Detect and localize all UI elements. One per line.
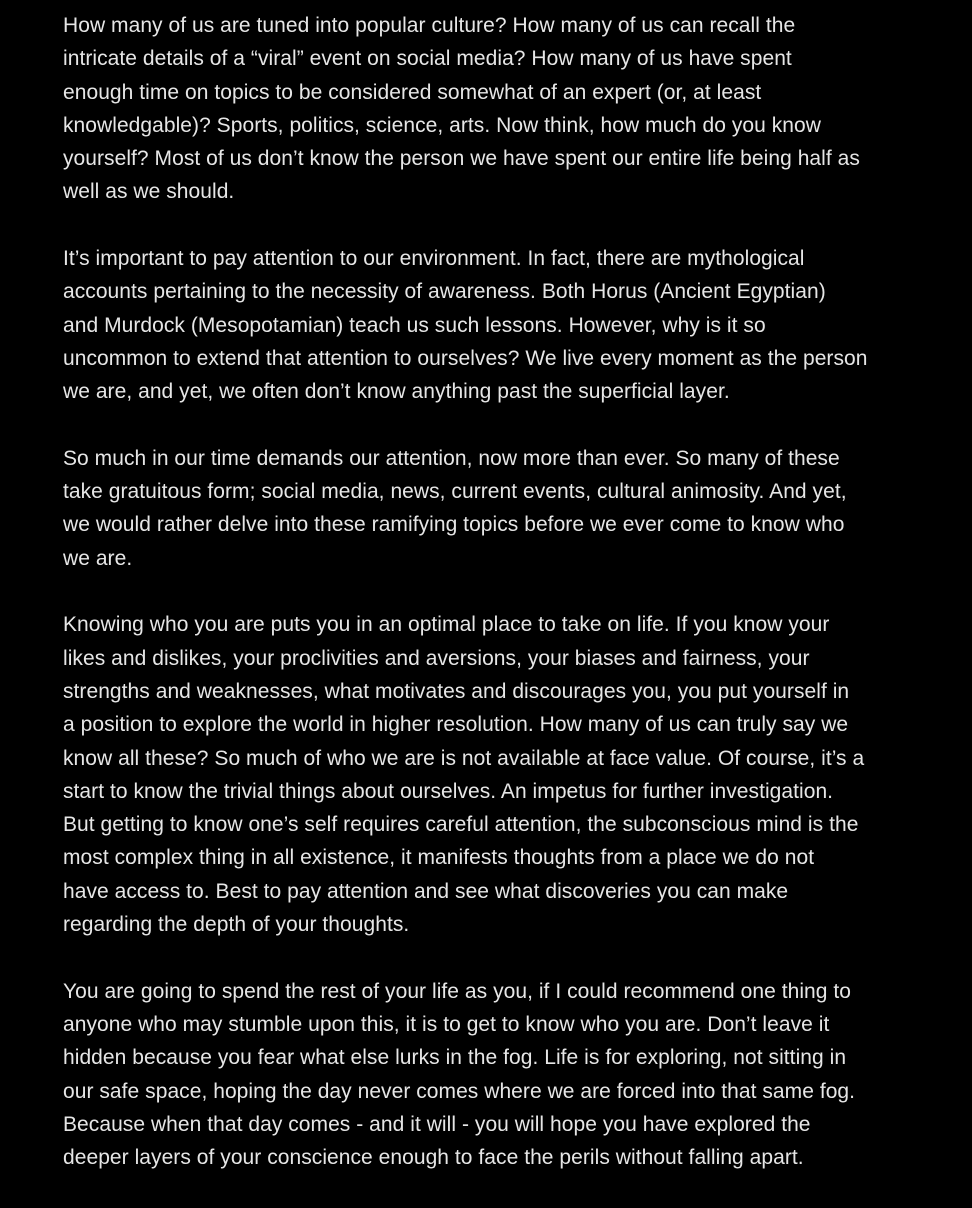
text-line: we are, and yet, we often don’t know anything past the superficial layer. [63, 380, 730, 404]
text-line: It’s important to pay attention to our environment. In fact, there are mythological [63, 247, 805, 271]
text-line: But getting to know one’s self requires careful attention, the subconscious mind is the [63, 813, 859, 837]
text-line: hidden because you fear what else lurks in the fog. Life is for exploring, not sitting in [63, 1046, 847, 1070]
paragraph-1 [63, 9, 913, 209]
text-line: a position to explore the world in higher resolution. How many of us can truly say we [63, 713, 849, 737]
paragraph-4 [63, 608, 913, 941]
text-line: Knowing who you are puts you in an optimal place to take on life. If you know your [63, 613, 830, 637]
text-line: regarding the depth of your thoughts. [63, 913, 410, 937]
note-body [63, 9, 913, 1208]
paragraph-2 [63, 242, 913, 408]
text-line: and Murdock (Mesopotamian) teach us such lessons. However, why is it so [63, 313, 766, 337]
text-line: we are. [63, 546, 133, 570]
paragraph-3 [63, 442, 913, 575]
text-line: knowledgable)? Sports, politics, science, arts. Now think, how much do you know [63, 113, 821, 137]
text-line: accounts pertaining to the necessity of awareness. Both Horus (Ancient Egyptian) [63, 280, 826, 304]
text-line: enough time on topics to be considered somewhat of an expert (or, at least [63, 80, 762, 104]
text-line: we would rather delve into these ramifying topics before we ever come to know who [63, 513, 845, 537]
text-line: Because when that day comes - and it will - you will hope you have explored the [63, 1112, 811, 1136]
text-line: deeper layers of your conscience enough to face the perils without falling apart. [63, 1146, 804, 1170]
text-line: our safe space, hoping the day never comes where we are forced into that same fog. [63, 1079, 856, 1103]
text-line: start to know the trivial things about ourselves. An impetus for further investigation. [63, 779, 834, 803]
text-line: yourself? Most of us don’t know the person we have spent our entire life being half as [63, 147, 860, 171]
text-line: most complex thing in all existence, it manifests thoughts from a place we do not [63, 846, 815, 870]
text-line: know all these? So much of who we are is not available at face value. Of course, it’s a [63, 746, 865, 770]
paragraph-5 [63, 975, 913, 1175]
text-line: So much in our time demands our attention, now more than ever. So many of these [63, 446, 840, 470]
text-line: likes and dislikes, your proclivities and aversions, your biases and fairness, your [63, 646, 810, 670]
text-line: well as we should. [63, 180, 235, 204]
text-line: You are going to spend the rest of your life as you, if I could recommend one thing to [63, 979, 852, 1003]
text-line: intricate details of a “viral” event on social media? How many of us have spent [63, 47, 792, 71]
text-line: How many of us are tuned into popular culture? How many of us can recall the [63, 14, 796, 37]
text-line: strengths and weaknesses, what motivates and discourages you, you put yourself in [63, 679, 850, 703]
text-line: anyone who may stumble upon this, it is to get to know who you are. Don’t leave it [63, 1012, 830, 1036]
text-line: take gratuitous form; social media, news, current events, cultural animosity. And yet, [63, 480, 847, 504]
text-line: have access to. Best to pay attention and see what discoveries you can make [63, 879, 789, 903]
text-line: uncommon to extend that attention to ourselves? We live every moment as the person [63, 346, 868, 370]
